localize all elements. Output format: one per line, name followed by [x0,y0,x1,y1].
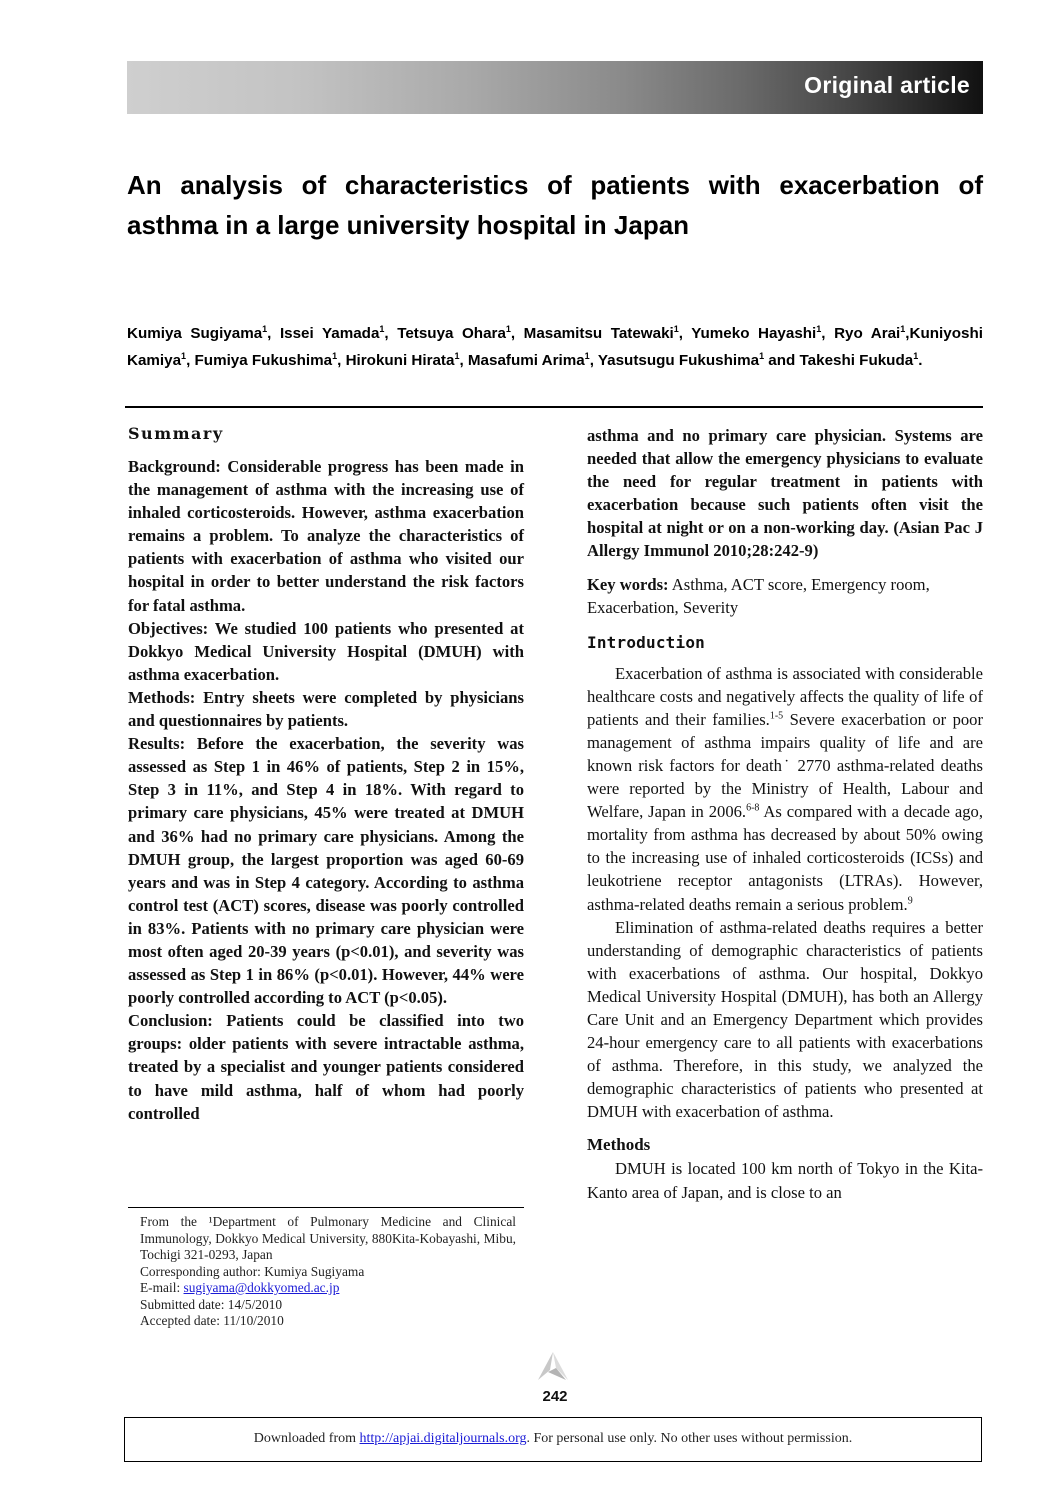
keywords [587,573,983,619]
conclusion-label: Conclusion: [128,1011,213,1031]
methods-label: Methods: [128,687,196,707]
keywords-label: Key words: [587,574,669,594]
author-affiliation-mark: 1 [584,351,590,362]
author-name: Masamitsu Tatewaki [523,325,674,343]
author-affiliation-mark: 1 [759,351,765,362]
author-affiliation-mark: 1 [913,351,919,362]
email-link[interactable]: sugiyama@dokkyomed.ac.jp [183,1280,340,1295]
author-affiliation-mark: 1 [505,324,511,334]
objectives-label: Objectives: [128,618,209,638]
article-title: An analysis of characteristics of patients with exacerbation of asthma in a large university hospital in Japan [127,170,983,240]
accepted-date: Accepted date: 11/10/2010 [140,1313,284,1328]
author-affiliation-mark: 1 [900,324,906,334]
author-name: Yasutsugu Fukushima [597,352,760,370]
methods-heading: Methods [587,1135,651,1155]
header-divider [125,406,983,408]
author-name: Kumiya Sugiyama [127,325,263,343]
abstract-conclusion: Conclusion: Patients could be classified into two groups: older patients with severe intractable asthma, treated by a specialist and younger patients considered to have mild asthma, half of whom had poorly controlled [128,1011,524,1123]
abstract-objectives: Objectives: We studied 100 patients who presented at Dokkyo Medical University Hospital (DMUH) with asthma exacerbation. [128,618,524,684]
corresponding-author: Corresponding author: Kumiya Sugiyama [140,1263,365,1279]
affiliation-footnote [140,1214,516,1330]
keywords-text: Asthma, ACT score, Emergency room, Exacerbation, Severity [587,574,930,617]
journal-link[interactable]: http://apjai.digitaljournals.org [359,1431,527,1446]
submitted-date: Submitted date: 14/5/2010 [140,1296,283,1312]
author-name: Fumiya Fukushima [194,352,333,370]
abstract-methods: Methods: Entry sheets were completed by physicians and questionnaires by patients. [128,687,524,731]
background-label: Background: [128,457,221,476]
citation: 1-5 [769,710,784,722]
summary-heading: Summary [128,424,224,443]
page-number: 242 [542,1388,568,1405]
author-name: Masafumi Arima [467,352,585,370]
right-column [587,424,983,1204]
author-affiliation-mark: 1 [262,324,268,334]
footnote-divider [128,1207,524,1208]
abstract-results: Results: Before the exacerbation, the severity was assessed as Step 1 in 46% of patients, Step 2 in 15%, Step 3 in 11%, and Step 4 in 18%. With regard to primary care physicians, 45% were treated at DMUH and 36% had no primary care physicians. Among the DMUH group, the largest proportion was aged 60-69 years and was in Step 4 category. According to asthma control test (ACT) scores, disease was poorly controlled in 83%. Patients with no primary care physician were most often aged 20-39 years (p<0.01), and severity was assessed as Step 1 in 86% (p<0.01). However, 44% were poorly controlled according to ACT (p<0.05). [128,734,524,1008]
citation: 6-8 [746,802,760,814]
abstract-conclusion-continued: asthma and no primary care physician. Systems are needed that allow the emergency physicians to evaluate the need for regular treatment in patients with exacerbation because such patients often visit the hospital at night or on a non-working day. (Asian Pac J Allergy Immunol 2010;28:242-9) [587,426,983,561]
author-affiliation-mark: 1 [332,351,338,362]
author-name: Ryo Arai [834,325,901,343]
author-list: Kumiya Sugiyama$^1$, Issei Yamada$^1$, Tetsuya Ohara$^1$, Masamitsu Tatewaki$^1$, Yumeko Hayashi$^1$, Ryo Arai$^1$,Kuniyoshi Kamiya$^1$, Fumiya Fukushima$^1$, Hirokuni Hirata$^1$, Masafumi Arima$^1$, Yasutsugu Fukushima$^1$ and Takeshi Fukuda$^1$. [127,324,983,370]
download-notice: Downloaded from http://apjai.digitaljournals.org. For personal use only. No other uses without permission. [124,1417,982,1462]
journal-logo-icon [536,1352,570,1382]
abstract-background: Background: Considerable progress has been made in the management of asthma with the increasing use of inhaled corticosteroids. However, asthma exacerbation remains a problem. To analyze the characteristics of patients with exacerbation of asthma who visited our hospital in order to better understand the risk factors for fatal asthma. [128,457,524,615]
author-affiliation-mark: 1 [673,324,679,334]
results-label: Results: [128,734,186,754]
article-type-banner [127,61,983,114]
author-name: Hirokuni Hirata [345,352,455,370]
citation: 9 [907,894,913,906]
introduction-paragraph-1: Exacerbation of asthma is associated with considerable healthcare costs and negatively affects the quality of life of patients and their families.$^{1-5}$ Severe exacerbation or poor management of asthma impairs quality of life and are known risk factors for death˙ 2770 asthma-related deaths were reported by the Ministry of Health, Labour and Welfare, Japan in 2006.$^{6-8}$ As compared with a decade ago, mortality from asthma has decreased by about 50% owing to the increasing use of inhaled corticosteroids (ICSs) and leukotriene receptor antagonists (LTRAs). However, asthma-related deaths remain a serious problem.$^9$ [587,663,983,914]
email-line: E-mail: sugiyama@dokkyomed.ac.jp [140,1280,340,1295]
introduction-body [587,662,983,1124]
introduction-heading: Introduction [587,632,705,652]
author-name: Tetsuya Ohara [397,325,506,343]
author-name: Takeshi Fukuda [799,352,914,370]
author-affiliation-mark: 1 [454,351,460,362]
article-type-label: Original article [804,72,970,98]
author-affiliation-mark: 1 [181,351,187,362]
introduction-paragraph-2: Elimination of asthma-related deaths requires a better understanding of demographic characteristics of patients with exacerbations of asthma. Our hospital, Dokkyo Medical University Hospital (DMUH), has both an Allergy Care Unit and an Emergency Department which provides 24-hour emergency care to all patients with exacerbations of asthma. Therefore, in this study, we analyzed the demographic characteristics of patients who presented at DMUH with exacerbation of asthma. [587,917,983,1122]
author-affiliation-mark: 1 [379,324,385,334]
author-affiliation-mark: 1 [816,324,822,334]
abstract-continued [587,424,983,563]
author-name: Issei Yamada [279,325,380,343]
methods-body [587,1157,983,1203]
methods-paragraph-1: DMUH is located 100 km north of Tokyo in the Kita-Kanto area of Japan, and is close to an [587,1159,983,1202]
author-name: Kuniyoshi Kamiya [127,325,983,370]
affiliation-address: From the ¹Department of Pulmonary Medicine and Clinical Immunology, Dokkyo Medical University, 880Kita-Kobayashi, Mibu, Tochigi 321-0293, Japan [140,1214,516,1262]
abstract [128,455,524,1125]
left-column [128,420,524,1125]
author-name: Yumeko Hayashi [691,325,817,343]
